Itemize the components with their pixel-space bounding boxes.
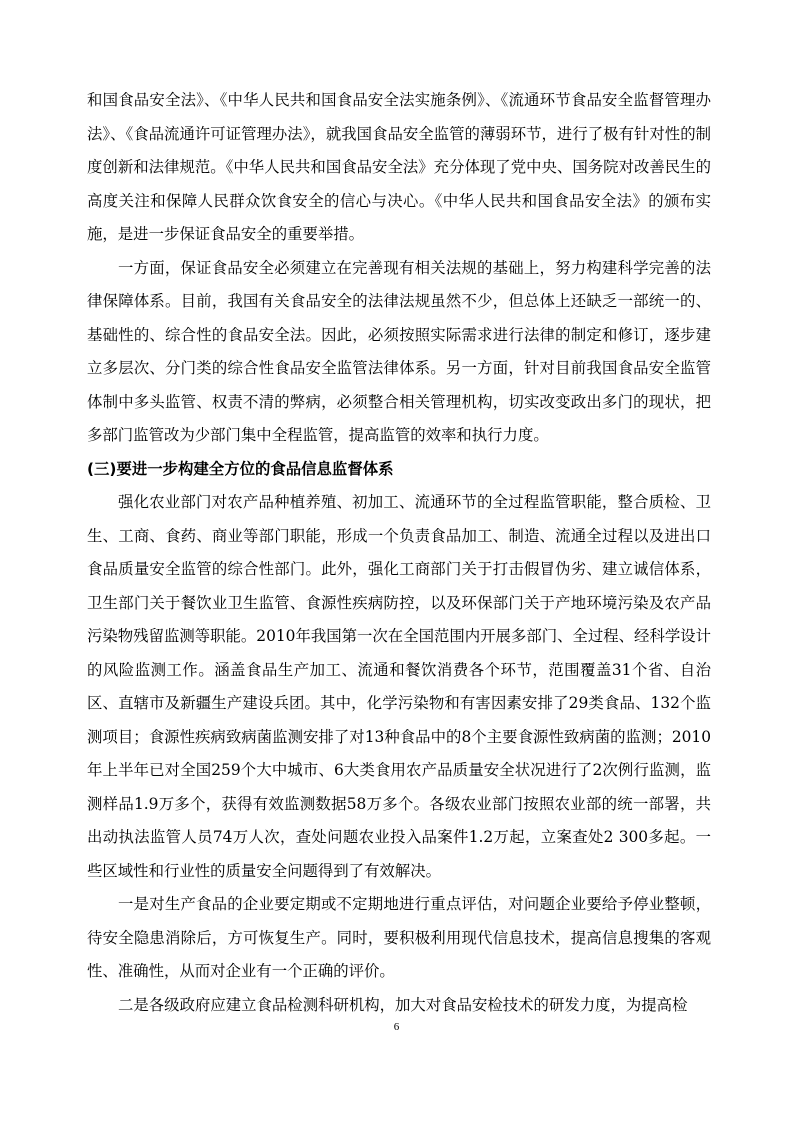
paragraph-legal-system: 一方面，保证食品安全必须建立在完善现有相关法规的基础上，努力构建科学完善的法律保障体系。目前，我国有关食品安全的法律法规虽然不少，但总体上还缺乏一部统一的、基础性的、综合性的食品安全法。因此，必须按照实际需求进行法律的制定和修订，逐步建立多层次、分门类的综合性食品安全监管法律体系。另一方面，针对目前我国食品安全监管体制中多头监管、权责不清的弊病，必须整合相关管理机构，切实改变政出多门的现状，把多部门监管改为少部门集中全程监管，提高监管的效率和执行力度。 bbox=[87, 258, 711, 444]
page-number: 6 bbox=[393, 1021, 400, 1033]
paragraph-food-safety-law: 和国食品安全法》、《中华人民共和国食品安全法实施条例》、《流通环节食品安全监督管理办法》、《食品流通许可证管理办法》，就我国食品安全监管的薄弱环节，进行了极有针对性的制度创新和法律规范。《中华人民共和国食品安全法》充分体现了党中央、国务院对改善民生的高度关注和保障人民群众饮食安全的信心与决心。《中华人民共和国食品安全法》的颁布实施，是进一步保证食品安全的重要举措。 bbox=[87, 91, 711, 243]
paragraph-enterprise-evaluation: 一是对生产食品的企业要定期或不定期地进行重点评估，对问题企业要给予停业整顿，待安全隐患消除后，方可恢复生产。同时，要积极利用现代信息技术，提高信息搜集的客观性、准确性，从而对企业有一个正确的评价。 bbox=[87, 895, 711, 980]
section-heading: (三)要进一步构建全方位的食品信息监督体系 bbox=[87, 459, 394, 478]
paragraph-supervision-integration: 强化农业部门对农产品种植养殖、初加工、流通环节的全过程监管职能，整合质检、卫生、工商、食药、商业等部门职能，形成一个负责食品加工、制造、流通全过程以及进出口食品质量安全监管的综合性部门。此外，强化工商部门关于打击假冒伪劣、建立诚信体系，卫生部门关于餐饮业卫生监管、食源性疾病防控，以及环保部门关于产地环境污染及农产品污染物残留监测等职能。2010年我国第一次在全国范围内开展多部门、全过程、经科学设计的风险监测工作。涵盖食品生产加工、流通和餐饮消费各个环节，范围覆盖31个省、自治区、直辖市及新疆生产建设兵团。其中，化学污染物和有害因素安排了29类食品、132个监测项目；食源性疾病致病菌监测安排了对13种食品中的8个主要食源性致病菌的监测；2010年上半年已对全国259个大中城市、6大类食用农产品质量安全状况进行了2次例行监测，监测样品1.9万多个，获得有效监测数据58万多个。各级农业部门按照农业部的统一部署，共出动执法监管人员74万人次，查处问题农业投入品案件1.2万起，立案查处2 300多起。一些区域性和行业性的质量安全问题得到了有效解决。 bbox=[87, 493, 712, 880]
document-page bbox=[87, 84, 711, 1022]
paragraph-testing-institutions: 二是各级政府应建立食品检测科研机构，加大对食品安检技术的研发力度，为提高检 bbox=[118, 995, 688, 1014]
